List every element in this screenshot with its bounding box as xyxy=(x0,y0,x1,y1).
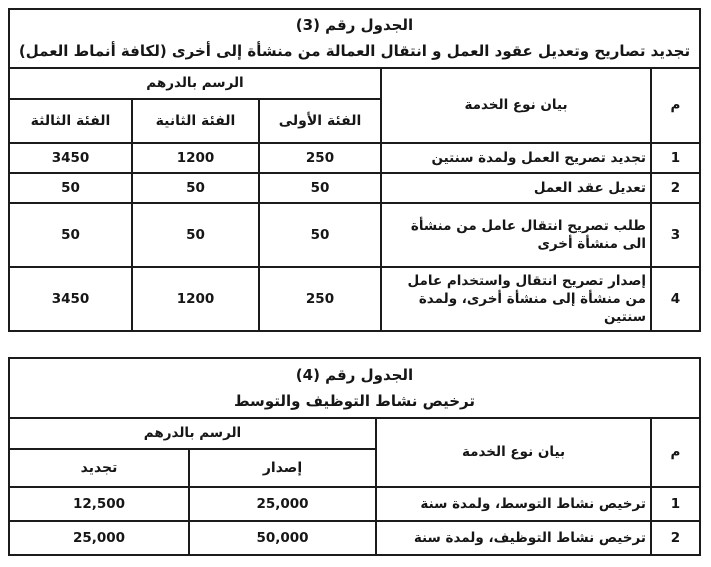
table-4-title-cell xyxy=(9,358,700,418)
table-3-header-service: بيان نوع الخدمة xyxy=(381,68,651,143)
table-3-title: الجدول رقم (3) xyxy=(295,16,414,34)
row-serial: 1 xyxy=(651,143,700,173)
row-serial: 1 xyxy=(651,487,700,521)
row-service: تجديد تصريح العمل ولمدة سنتين xyxy=(381,143,651,173)
row-fee-cat1: 250 xyxy=(259,267,381,331)
row-fee-renew: 25,000 xyxy=(9,521,189,555)
table-3-title-row xyxy=(9,9,700,68)
table-3-header-category-1: الفئة الأولى xyxy=(259,99,381,143)
row-fee-cat1: 50 xyxy=(259,203,381,267)
row-fee-issue: 25,000 xyxy=(189,487,376,521)
row-service: إصدار تصريح انتقال واستخدام عامل من منشأة إلى منشأة أخرى، ولمدة سنتين xyxy=(381,267,651,331)
table-4-header-renew: تجديد xyxy=(9,449,189,487)
table-3 xyxy=(8,8,701,332)
row-fee-cat1: 50 xyxy=(259,173,381,203)
row-fee-cat2: 1200 xyxy=(132,267,259,331)
row-fee-cat2: 50 xyxy=(132,203,259,267)
row-fee-renew: 12,500 xyxy=(9,487,189,521)
table-3-header-row xyxy=(9,68,700,99)
row-fee-cat3: 50 xyxy=(9,203,132,267)
table-4-header-fee-group: الرسم بالدرهم xyxy=(9,418,376,449)
table-row xyxy=(9,143,700,173)
table-4 xyxy=(8,357,701,556)
row-fee-cat2: 1200 xyxy=(132,143,259,173)
row-fee-cat3: 3450 xyxy=(9,143,132,173)
table-row xyxy=(9,173,700,203)
table-3-header-category-3: الفئة الثالثة xyxy=(9,99,132,143)
table-3-header-category-2: الفئة الثانية xyxy=(132,99,259,143)
table-3-title-cell xyxy=(9,9,700,68)
row-serial: 4 xyxy=(651,267,700,331)
table-4-header-row xyxy=(9,418,700,449)
table-3-header-serial: م xyxy=(651,68,700,143)
table-3-header-fee-group: الرسم بالدرهم xyxy=(9,68,381,99)
row-serial: 2 xyxy=(651,521,700,555)
table-4-header-issue: إصدار xyxy=(189,449,376,487)
row-serial: 2 xyxy=(651,173,700,203)
table-4-title: الجدول رقم (4) xyxy=(295,365,414,384)
table-4-title-row xyxy=(9,358,700,418)
table-row xyxy=(9,203,700,267)
row-fee-cat2: 50 xyxy=(132,173,259,203)
row-fee-cat1: 250 xyxy=(259,143,381,173)
table-4-header-serial: م xyxy=(651,418,700,487)
table-row xyxy=(9,267,700,331)
row-fee-issue: 50,000 xyxy=(189,521,376,555)
table-3-subtitle: تجديد تصاريح وتعديل عقود العمل و انتقال العمالة من منشأة إلى أخرى (لكافة أنماط العمل) xyxy=(18,42,691,60)
table-4-subtitle: ترخيص نشاط التوظيف والتوسط xyxy=(234,391,475,410)
table-4-header-service: بيان نوع الخدمة xyxy=(376,418,651,487)
row-service: ترخيص نشاط التوظيف، ولمدة سنة xyxy=(376,521,651,555)
table-row xyxy=(9,487,700,521)
table-row xyxy=(9,521,700,555)
row-service: ترخيص نشاط التوسط، ولمدة سنة xyxy=(376,487,651,521)
row-fee-cat3: 50 xyxy=(9,173,132,203)
row-fee-cat3: 3450 xyxy=(9,267,132,331)
row-service: طلب تصريح انتقال عامل من منشأة الى منشأة أخرى xyxy=(381,203,651,267)
row-serial: 3 xyxy=(651,203,700,267)
row-service: تعديل عقد العمل xyxy=(381,173,651,203)
